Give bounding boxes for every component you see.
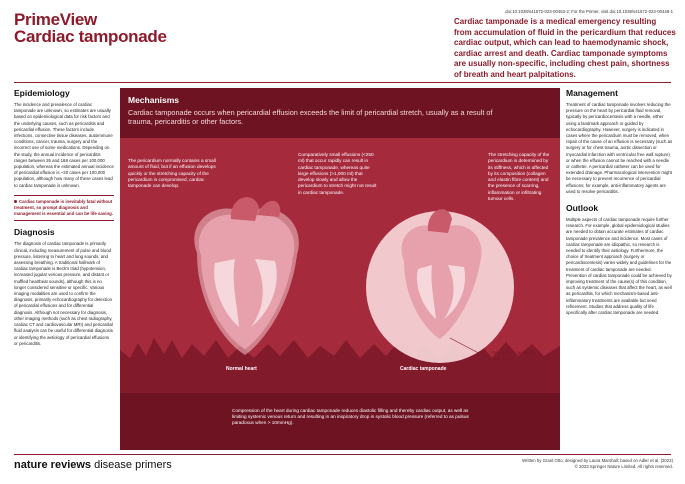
diagnosis-title: Diagnosis (14, 227, 55, 238)
normal-myocardium (199, 215, 295, 349)
footer-divider (14, 454, 671, 455)
page-title: Cardiac tamponade (14, 27, 167, 46)
top-divider (14, 82, 671, 83)
doi-line: doi:10.1038/s41572-023-00453-2; For the Primer, visit doi:10.1038/s41572-023-00448-1 (505, 9, 673, 14)
heart-illustration (120, 88, 560, 450)
caption-effusion-size: Comparatively small effusions (<250 ml) that occur rapidly can result in cardiac tamponade, whereas quite large effusions (>1,000 ml) that develop slowly and allow the pericardium to stretch might not result in cardiac tamponade. (298, 152, 377, 195)
intro-summary: Cardiac tamponade is a medical emergency resulting from accumulation of fluid in the pericardium that reduces cardiac output, which can lead to haemodynamic shock, cardiac arrest and death. Cardiac tamponade symptoms are usually non-specific, including chest pain, shortness of breath and heart palpitations. (454, 17, 676, 79)
credit-line-2: © 2023 Springer Nature Limited. All rights reserved. (574, 464, 673, 469)
brand-header (14, 11, 167, 45)
key-callout (14, 195, 114, 222)
logo-bold: nature reviews (14, 459, 92, 471)
mechanisms-title: Mechanisms (128, 95, 180, 105)
credits (522, 458, 673, 470)
journal-logo (14, 459, 172, 471)
normal-heart (194, 197, 299, 355)
right-column (566, 88, 673, 316)
normal-aorta (231, 197, 259, 221)
primeview-label: PrimeView (14, 10, 97, 29)
left-column (14, 88, 114, 347)
normal-vessel (257, 201, 280, 217)
mechanisms-intro: Cardiac tamponade occurs when pericardial effusion exceeds the limit of pericardial stretch, usually as a result of trauma, pericarditis or other factors. (128, 108, 493, 127)
outlook-title: Outlook (566, 203, 599, 214)
management-text: Treatment of cardiac tamponade involves reducing the pressure on the heart by pericardial fluid removal, typically by pericardiocentesis with a needle, either using a landmark approach or guided by echocardiography. However, surgery is indicated in cases where the pericardium must be removed, when repair of the cause of an effusion is necessary (such as surgery or for chest trauma, aortic dissection or myocardial infarction with ventricular free wall rupture) or when the effusion cannot be reached with a needle or catheter. A pericardial catheter can be used for extended drainage. Pharmacological intervention might be necessary to prevent recurrence of pericardial effusions; for example, anti-inflammatory agents are used to resolve pericarditis. (566, 102, 673, 194)
mechanisms-bottom-text: Compression of the heart during cardiac tamponade reduces diastolic filling and thereby cardiac output, as well as limiting systemic venous return and resulting in an inspiratory drop in systolic blood pressure (referred to as pulsus paradoxus when > 10mmHg). (232, 408, 469, 426)
outlook-text: Multiple aspects of cardiac tamponade require further research. For example, global epidemiological studies are needed to obtain accurate estimates of cardiac tamponade prevalence and incidence. Most cases of cardiac tamponade are idiopathic, so research is needed to identify their aetiology. Furthermore, the choice of treatment approach (surgery or pericardiocentesis) varies widely and guidelines for the treatment of cardiac tamponade are needed. Prevention of cardiac tamponade could be achieved by improving treatment of the cause(s) of this condition, such as systemic diseases that affect the heart, as well as pericarditis, for which mechanism-based anti-inflammatory treatments are available but need refinement. Studies that address quality of life specifically after cardiac tamponade are needed. (566, 217, 672, 316)
label-cardiac-tamponade: Cardiac tamponade (400, 366, 447, 372)
bullet-icon (14, 200, 17, 203)
diagnosis-section (14, 227, 114, 346)
mechanisms-panel (120, 88, 560, 450)
callout-text: Cardiac tamponade is inevitably fatal without treatment, so prompt diagnosis and management is essential and can be life saving. (14, 198, 113, 217)
outlook-section (566, 203, 673, 316)
management-title: Management (566, 88, 618, 98)
label-normal-heart: Normal heart (226, 366, 257, 372)
caption-stretching: The stretching capacity of the pericardium is determined by its stiffness, which is affected by its composition (collagen and elastin fibre content) and the presence of scarring, inflammation or infiltrating tumour cells. (488, 152, 550, 202)
logo-rest: disease primers (91, 459, 172, 471)
caption-normal-fluid: The pericardium normally contains a small amount of fluid, but if an effusion develops quickly or the stretching capacity of the pericardium is compromised, cardiac tamponade can develop. (128, 158, 216, 189)
label-pericardial-fluid: Pericardial sac filled with fluid (492, 350, 534, 362)
epidemiology-text: The incidence and prevalence of cardiac tamponade are unknown, so estimates are usually based on epidemiological data for risk factors and the underlying causes, such as pericarditis and pericardial effusion. These factors include infections, connective tissue diseases, autoimmune conditions, cancer, trauma, surgery and the incorrect use of some medications. Depending on the study, the annual incidence of pericarditis ranges between 26 and 168 cases per 100,000 population, whereas the estimated annual incidence of pericardial effusion is ~20 cases per 100,000 population, although how many of these cases lead to cardiac tamponade is unknown. (14, 102, 114, 188)
credit-line-1: Written by Grant Otto; designed by Laura Marshall; based on Adler et al. (2023) (522, 458, 673, 463)
tamponade-heart (366, 209, 514, 363)
tissue-silhouette (120, 338, 560, 393)
diagnosis-text: The diagnosis of cardiac tamponade is primarily clinical, including measurement of pulse and blood pressure, listening to heart and lung sounds, and assessing breathing. A traditional hallmark of cardiac tamponade is Beck's triad (hypotension, increased jugular venous pressure, and distant or muffled heartbeat sounds), although this is no longer considered sensitive or specific. Various imaging modalities are used to confirm the diagnosis, primarily echocardiography for detection of pericardial effusions and for differential diagnosis. Although not necessary for diagnosis, other imaging methods (such as chest radiography, cardiac CT and cardiovascular MRI) and pericardial fluid analysis can be useful for differential diagnosis or identifying the aetiology of pericardial effusions or pericarditis. (14, 241, 113, 346)
epidemiology-title: Epidemiology (14, 88, 70, 98)
